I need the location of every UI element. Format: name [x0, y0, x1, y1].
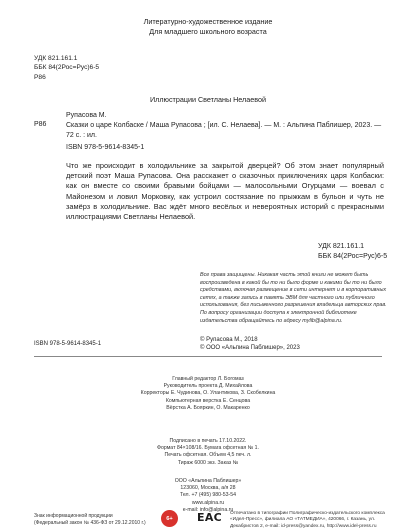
publisher-address: 123060, Москва, а/я 28	[180, 485, 236, 492]
publisher-name: ООО «Альпина Паблишер»	[174, 478, 242, 484]
print-line: Формат 84×108/16. Бумага офсетная № 1.	[157, 445, 259, 452]
print-line: Подписано в печать 17.10.2022.	[169, 438, 247, 444]
udk-code: УДК 821.161.1	[34, 55, 78, 62]
staff-credits	[0, 376, 416, 412]
divider	[34, 356, 382, 357]
audience-label: Для младшего школьного возраста	[149, 26, 267, 36]
print-line: Тираж 6000 экз. Заказ №	[177, 459, 239, 466]
age-rating-badge: 6+	[161, 510, 178, 527]
classification-codes-right	[318, 242, 387, 261]
publisher-info	[0, 478, 416, 514]
isbn-main: ISBN 978-5-9614-8345-1	[66, 144, 145, 151]
staff-line: Вёрстка А. Бояркин, О. Макаренко	[166, 404, 250, 411]
bibliographic-cutter: Р86	[34, 121, 47, 128]
publisher-phone: Тел. +7 (495) 980-53-54	[179, 492, 237, 499]
staff-line: Корректоры Е. Чудинова, О. Улантикова, З. Скобелкина	[140, 390, 276, 397]
description-text: Сказки о царе Колбаске / Маша Рупасова ; [ил. С. Нелаева]. — М. : Альпина Паблишер, 2023. — 72 с. : ил.	[66, 122, 382, 139]
print-line: Печать офсетная. Объем 4,5 печ. л.	[164, 452, 252, 459]
cutter-code: Р86	[34, 73, 46, 81]
copyright-block	[200, 336, 300, 353]
staff-line: Компьютерная верстка Е. Сенцова	[165, 397, 251, 404]
bibliographic-description	[66, 121, 384, 140]
staff-line: Руководитель проекта Д. Михайлова	[163, 383, 253, 390]
classification-codes	[34, 54, 99, 82]
eac-mark-icon: EAC	[197, 511, 223, 524]
bbk-code: ББК 84(2Рос=Рус)6-5	[34, 64, 100, 72]
isbn-bottom: ISBN 978-5-9614-8345-1	[34, 341, 102, 347]
staff-line: Главный редактор Л. Богомаз	[172, 376, 244, 382]
genre-block	[0, 17, 416, 36]
rights-notice: Все права защищены. Никакая часть этой книги не может быть воспроизведена в какой бы то ни было форме и какими бы то ни было средствами, включая размещение в сети интернет и в корпоративных сетях, а также запись в память ЭВМ для частного или публичного использования, без письменного разрешения владельца авторских прав. По вопросу организации доступа к электронной библиотеке издательства обращайтесь по адресу mylib@alpina.ru.	[200, 272, 387, 324]
znak-law: (Федеральный закон № 436-ФЗ от 29.12.2010 г.)	[34, 519, 146, 526]
znak-label: Знак информационной продукции	[34, 513, 113, 519]
annotation-text: Что же происходит в холодильнике за закрытой дверцей? Об этом знает популярный детский поэт Маша Рупасова. Она расскажет о сказочных приключениях царя Колбаски: как он вместе со своими бравыми бойцами — малосольными Огурцами — воевал с Майонезом и ловил Морковку, как устроил состязание по прыжкам в бульон и чуть не замёрз в холодильнике. Вас ждёт много весёлых и невероятных историй с прекрасными иллюстрациями Светланы Нелаевой.	[66, 161, 384, 222]
publisher-website: www.alpina.ru	[191, 499, 225, 506]
publisher-email: e-mail: info@alpina.ru	[182, 506, 234, 513]
genre-label: Литературно-художественное издание	[143, 17, 273, 26]
printer-info: Отпечатано в типографии Полиграфическо-издательского комплекса «Идел-Пресс», филиала АО «ТАТМЕДИА», 420066, г. Казань, ул. Декабристов 2, e-mail: id-press@yandex.ru, http://www.idel-press.ru	[230, 511, 385, 529]
copyright-author: © Рупасова М., 2018	[200, 337, 258, 343]
print-info	[0, 438, 416, 467]
bbk-code-right: ББК 84(2Рос=Рус)6-5	[318, 252, 388, 260]
author-name: Рупасова М.	[66, 112, 107, 119]
info-product-mark	[34, 513, 146, 527]
illustrations-credit: Иллюстрации Светланы Нелаевой	[150, 95, 266, 104]
copyright-publisher: © ООО «Альпина Паблишер», 2023	[200, 345, 300, 352]
udk-code-right: УДК 821.161.1	[318, 243, 365, 250]
